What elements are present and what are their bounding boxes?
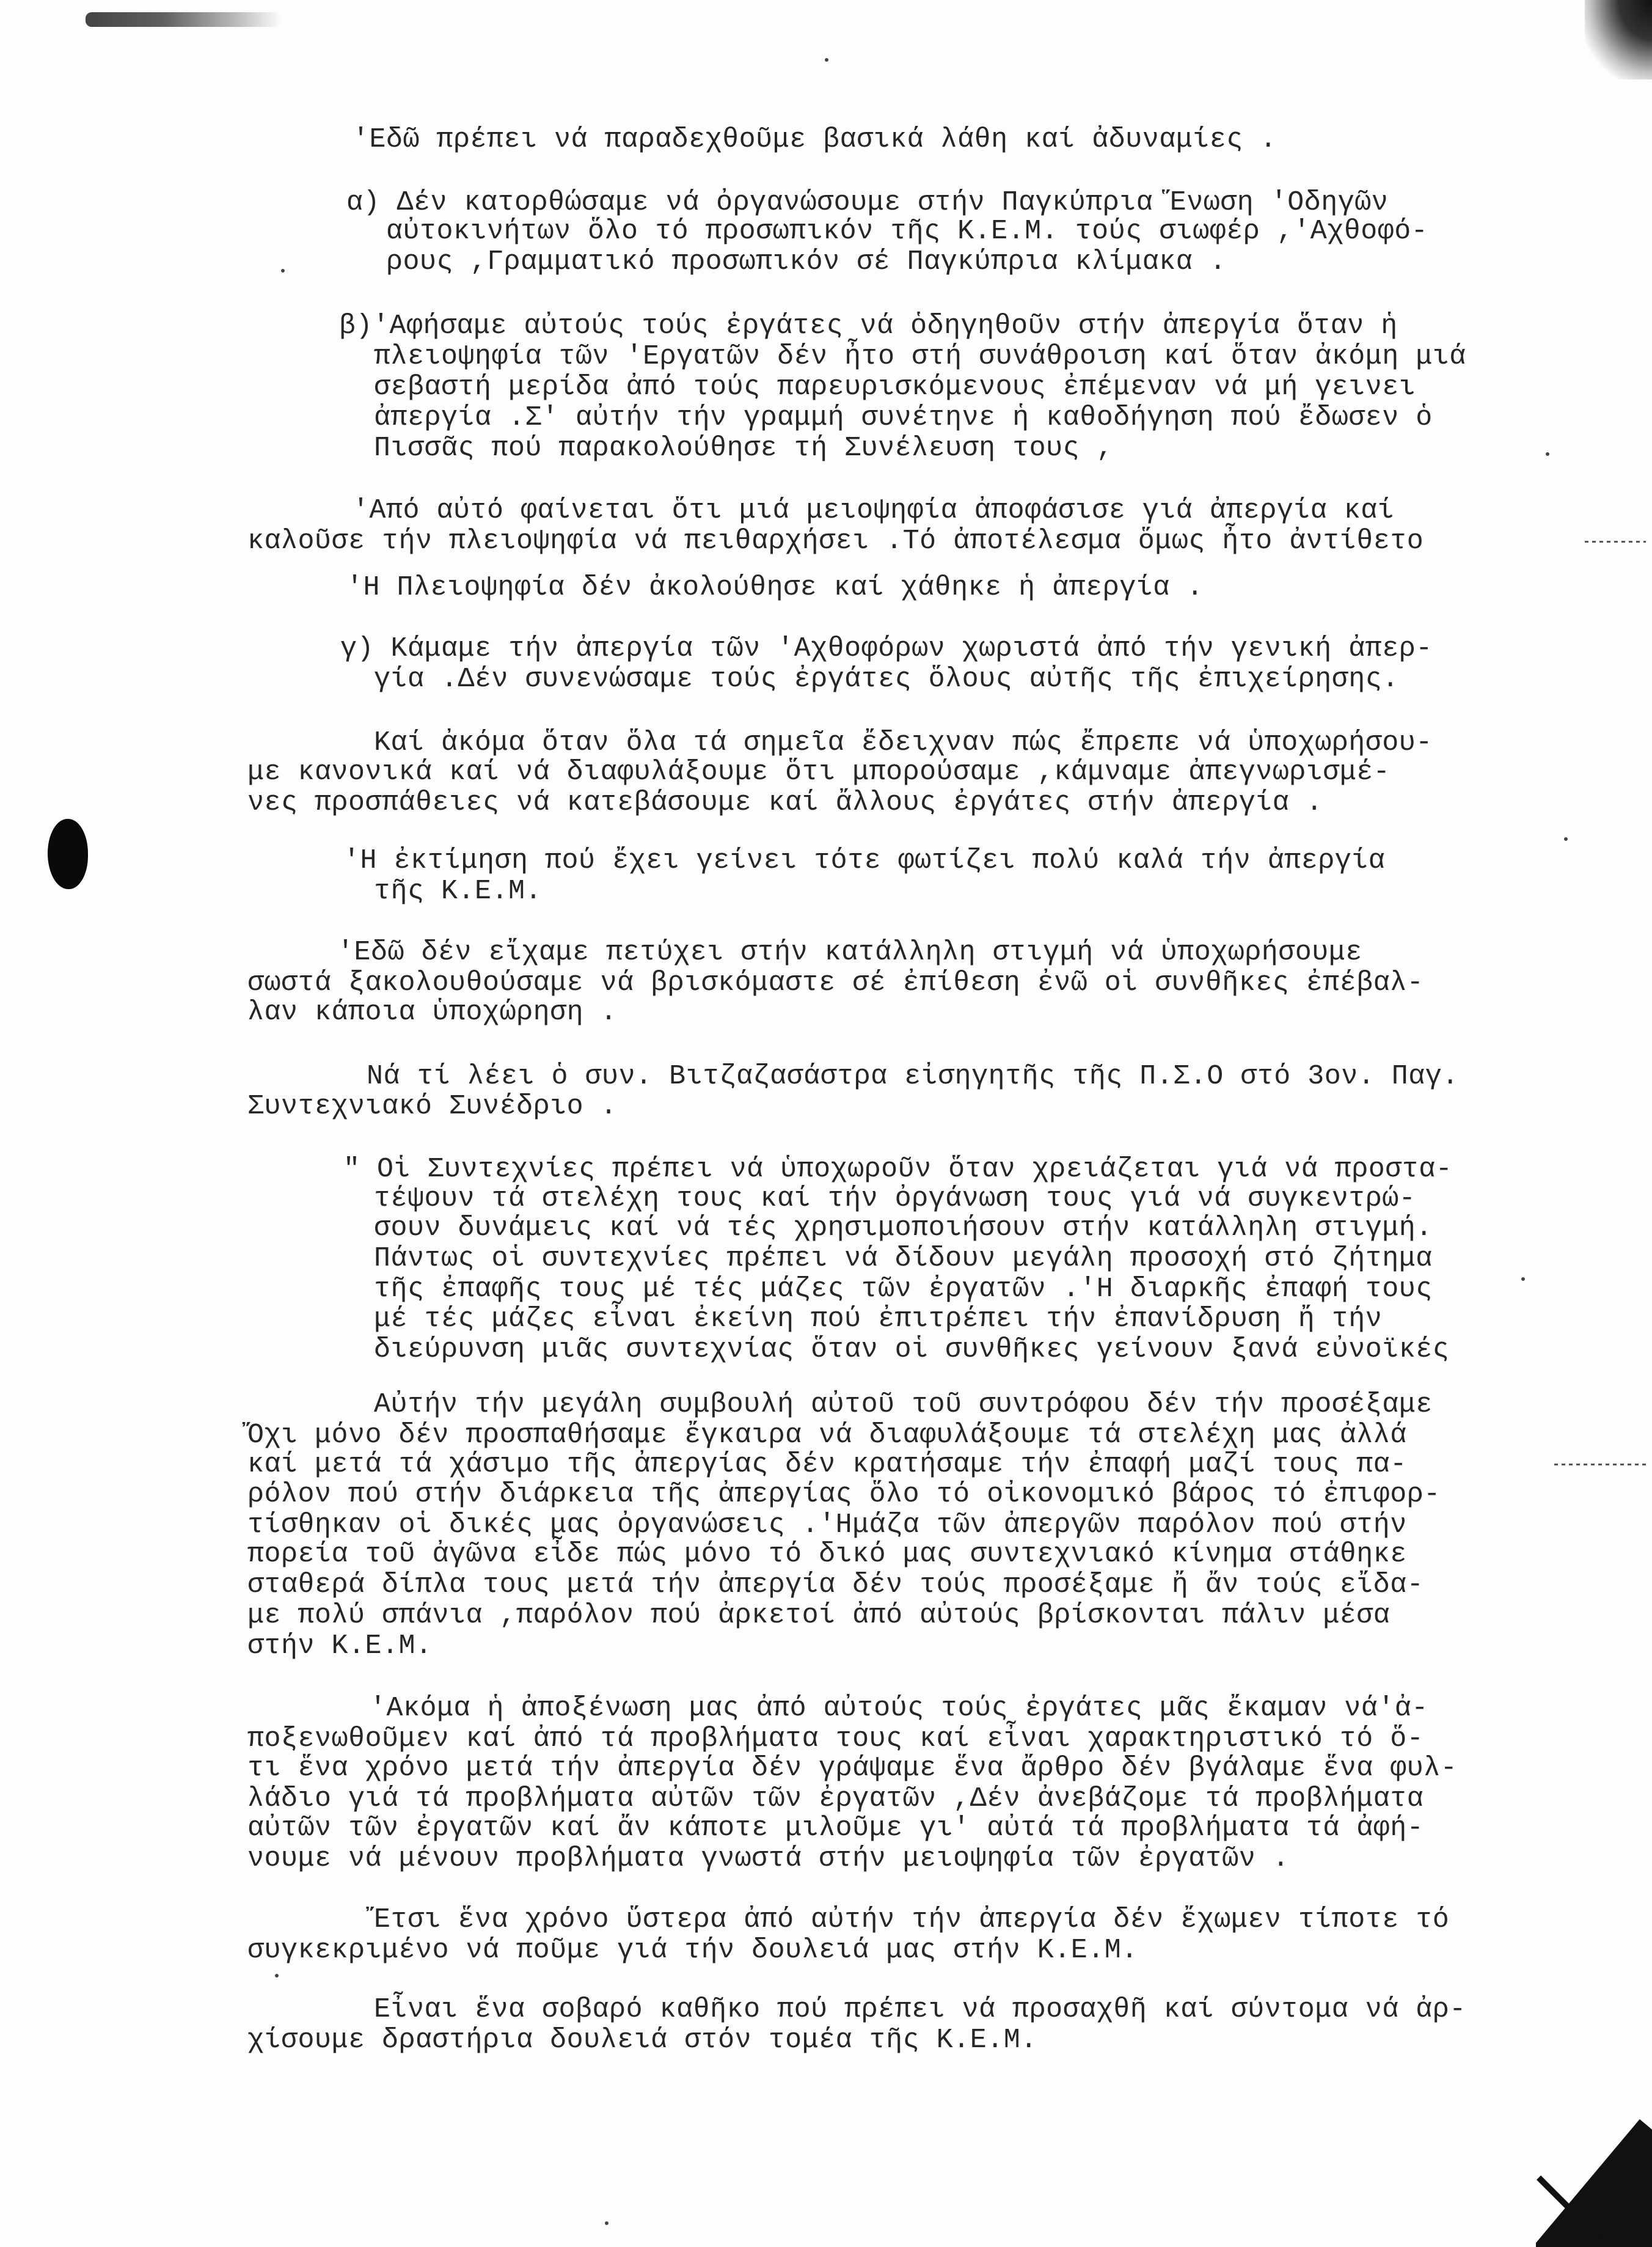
scan-speck xyxy=(825,58,828,62)
text-line: με πολύ σπάνια ,παρόλον πού ἀρκετοί ἀπό αὐτούς βρίσκονται πάλιν μέσα xyxy=(247,1600,1391,1631)
scan-speck xyxy=(281,269,285,273)
text-line: Αὐτήν τήν μεγάλη συμβουλή αὐτοῦ τοῦ συντρόφου δέν τήν προσέξαμε xyxy=(374,1389,1433,1420)
text-line: σεβαστή μερίδα ἀπό τούς παρευρισκόμενους ἐπέμεναν νά μή γεινει xyxy=(374,372,1416,403)
text-line: νουμε νά μένουν προβλήματα γνωστά στήν μειοψηφία τῶν ἐργατῶν . xyxy=(247,1843,1290,1874)
text-line: Εἶναι ἕνα σοβαρό καθῆκο πού πρέπει νά προσαχθῆ καί σύντομα νά ἀρ- xyxy=(374,1994,1466,2025)
text-line: ἀπεργία .Σ' αὐτήν τήν γραμμή συνέτηνε ἡ καθοδήγηση πού ἔδωσεν ὁ xyxy=(374,402,1433,433)
text-line: σωστά ξακολουθούσαμε νά βρισκόμαστε σέ ἐπίθεση ἐνῶ οἱ συνθῆκες ἐπέβαλ- xyxy=(247,967,1424,999)
text-line: αὐτοκινήτων ὅλο τό προσωπικόν τῆς Κ.Ε.Μ. τούς σιωφέρ ,'Αχθοφό- xyxy=(386,216,1428,247)
text-line: Συντεχνιακό Συνέδριο . xyxy=(247,1091,618,1122)
scan-speck xyxy=(1546,452,1549,456)
text-line: γία .Δέν συνενώσαμε τούς ἐργάτες ὅλους αὐτῆς τῆς ἐπιχείρησης. xyxy=(374,664,1399,695)
text-line: καλοῦσε τήν πλειοψηφία νά πειθαρχήσει .Τό ἀποτέλεσμα ὅμως ἦτο ἀντίθετο xyxy=(247,526,1424,557)
scan-speck xyxy=(1521,1277,1525,1281)
text-line: καί μετά τά χάσιμο τῆς ἀπεργίας δέν κρατήσαμε τήν ἐπαφή μαζί τους πα- xyxy=(247,1449,1407,1480)
quote-line: τῆς ἐπαφῆς τους μέ τές μάζες τῶν ἐργατῶν .'Η διαρκῆς ἐπαφή τους xyxy=(374,1274,1433,1305)
text-line: λάδιο γιά τά προβλήματα αὐτῶν τῶν ἐργατῶν ,Δέν ἀνεβάζομε τά προβλήματα xyxy=(247,1783,1424,1814)
text-line: Καί ἀκόμα ὅταν ὅλα τά σημεῖα ἔδειχναν πώς ἔπρεπε νά ὑποχωρήσου- xyxy=(374,727,1433,758)
quote-line: " Οἱ Συντεχνίες πρέπει νά ὑποχωροῦν ὅταν χρειάζεται γιά νά προστα- xyxy=(343,1154,1453,1185)
text-line: Ὄχι μόνο δέν προσπαθήσαμε ἔγκαιρα νά διαφυλάξουμε τά στελέχη μας ἀλλά xyxy=(247,1420,1407,1451)
text-line: Πισσᾶς πού παρακολούθησε τή Συνέλευση τους , xyxy=(374,433,1114,464)
text-line: 'Ακόμα ἡ ἀποξένωση μας ἀπό αὐτούς τούς ἐργάτες μᾶς ἔκαμαν νά'ἀ- xyxy=(370,1693,1428,1724)
text-line: 'Εδῶ πρέπει νά παραδεχθοῦμε βασικά λάθη καί ἀδυναμίες . xyxy=(353,124,1277,155)
text-line: 'Η ἐκτίμηση πού ἔχει γείνει τότε φωτίζει πολύ καλά τήν ἀπεργία xyxy=(343,845,1386,876)
quote-line: τέψουν τά στελέχη τους καί τήν ὀργάνωση τους γιά νά συγκεντρώ- xyxy=(374,1183,1416,1214)
text-line: χίσουμε δραστήρια δουλειά στόν τομέα τῆς Κ.Ε.Μ. xyxy=(247,2025,1037,2056)
scan-artifact-top-left xyxy=(86,12,281,27)
quote-line: σουν δυνάμεις καί νά τές χρησιμοποιήσουν στήν κατάλληλη στιγμή. xyxy=(374,1212,1433,1244)
corner-fold-mark xyxy=(1536,2094,1652,2247)
quote-line: μέ τές μάζες εἶναι ἐκείνη πού ἐπιτρέπει τήν ἐπανίδρυση ἤ τήν xyxy=(374,1303,1383,1335)
scan-speck xyxy=(1564,837,1568,841)
text-line: ποξενωθοῦμεν καί ἀπό τά προβλήματα τους καί εἶναι χαρακτηριστικό τό ὅ- xyxy=(247,1723,1424,1754)
scan-artifact-top-right xyxy=(1585,0,1652,79)
scan-speck xyxy=(275,1974,279,1978)
scan-speck xyxy=(605,2221,609,2225)
quote-line: Πάντως οἱ συντεχνίες πρέπει νά δίδουν μεγάλη προσοχή στό ζήτημα xyxy=(374,1243,1433,1274)
text-line: α) Δέν κατορθώσαμε νά ὀργανώσουμε στήν Παγκύπρια Ἕνωση 'Οδηγῶν xyxy=(346,187,1389,218)
text-line: Ἔτσι ἕνα χρόνο ὕστερα ἀπό αὐτήν τήν ἀπεργία δέν ἔχωμεν τίποτε τό xyxy=(374,1904,1450,1935)
text-line: λαν κάποια ὑποχώρηση . xyxy=(247,997,618,1028)
text-line: τῆς Κ.Ε.Μ. xyxy=(374,876,543,907)
text-line: πορεία τοῦ ἀγῶνα εἶδε πώς μόνο τό δικό μας συντεχνιακό κίνημα στάθηκε xyxy=(247,1539,1407,1570)
text-line: Νά τί λέει ὁ συν. Βιτζαζασάστρα εἰσηγητῆς τῆς Π.Σ.Ο στό 3ον. Παγ. xyxy=(367,1061,1459,1092)
text-line: β)'Αφήσαμε αὐτούς τούς ἐργάτες νά ὁδηγηθοῦν στήν ἀπεργία ὅταν ἡ xyxy=(339,310,1398,342)
text-line: γ) Κάμαμε τήν ἀπεργία τῶν 'Αχθοφόρων χωριστά ἀπό τήν γενική ἀπερ- xyxy=(340,633,1433,664)
scan-smudge xyxy=(1585,541,1646,543)
hole-punch-mark xyxy=(48,819,88,889)
text-line: 'Εδῶ δέν εἴχαμε πετύχει στήν κατάλληλη στιγμή νά ὑποχωρήσουμε xyxy=(337,937,1362,968)
text-line: νες προσπάθειες νά κατεβάσουμε καί ἄλλους ἐργάτες στήν ἀπεργία . xyxy=(247,787,1323,818)
text-line: αὐτῶν τῶν ἐργατῶν καί ἄν κάποτε μιλοῦμε γι' αὐτά τά προβλήματα τά ἀφή- xyxy=(247,1813,1424,1844)
text-line: σταθερά δίπλα τους μετά τήν ἀπεργία δέν τούς προσέξαμε ἤ ἄν τούς εἴδα- xyxy=(247,1569,1424,1600)
text-line: στήν Κ.Ε.Μ. xyxy=(247,1630,433,1662)
text-line: ρόλον πού στήν διάρκεια τῆς ἀπεργίας ὅλο τό οἰκονομικό βάρος τό ἐπιφορ- xyxy=(247,1479,1441,1510)
quote-line: διεύρυνση μιᾶς συντεχνίας ὅταν οἱ συνθῆκες γείνουν ξανά εὐνοϊκές xyxy=(374,1334,1450,1365)
text-line: 'Η Πλειοψηφία δέν ἀκολούθησε καί χάθηκε ἡ ἀπεργία . xyxy=(346,572,1204,603)
text-line: τι ἕνα χρόνο μετά τήν ἀπεργία δέν γράψαμε ἕνα ἄρθρο δέν βγάλαμε ἕνα φυλ- xyxy=(247,1753,1458,1784)
text-line: ρους ,Γραμματικό προσωπικόν σέ Παγκύπρια κλίμακα . xyxy=(386,246,1227,277)
text-line: συγκεκριμένο νά ποῦμε γιά τήν δουλειά μας στήν Κ.Ε.Μ. xyxy=(247,1935,1138,1966)
text-line: τίσθηκαν οἱ δικές μας ὀργανώσεις .'Ημάζα τῶν ἀπεργῶν παρόλον πού στήν xyxy=(247,1509,1407,1541)
text-line: με κανονικά καί νά διαφυλάξουμε ὅτι μπορούσαμε ,κάμναμε ἀπεγνωρισμέ- xyxy=(247,757,1391,788)
scan-smudge xyxy=(1554,1464,1646,1465)
text-line: πλειοψηφία τῶν 'Εργατῶν δέν ἦτο στή συνάθροιση καί ὅταν ἀκόμη μιά xyxy=(374,341,1466,372)
text-line: 'Από αὐτό φαίνεται ὅτι μιά μειοψηφία ἀποφάσισε γιά ἀπεργία καί xyxy=(353,495,1395,526)
